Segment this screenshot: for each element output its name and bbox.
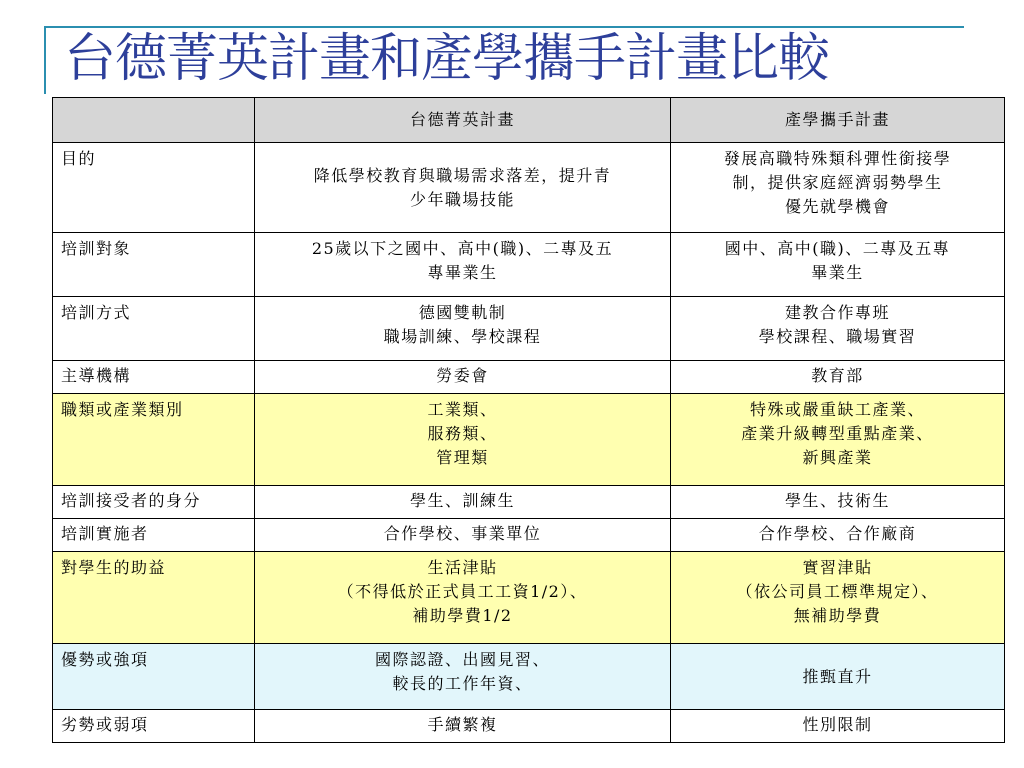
table-row xyxy=(53,486,1005,519)
row-label-strengths: 優勢或強項 xyxy=(53,644,255,710)
row-label-implementer: 培訓實施者 xyxy=(53,519,255,552)
table-row xyxy=(53,297,1005,361)
row-value-b: 推甄直升 xyxy=(671,644,1005,710)
row-label-purpose: 目的 xyxy=(53,143,255,233)
table-row xyxy=(53,519,1005,552)
header-cell-taiwan-germany: 台德菁英計畫 xyxy=(255,98,671,143)
row-value-b: 性別限制 xyxy=(671,710,1005,743)
table-header-row xyxy=(53,98,1005,143)
row-value-b: 建教合作專班 學校課程、職場實習 xyxy=(671,297,1005,361)
row-label-target: 培訓對象 xyxy=(53,233,255,297)
table-row xyxy=(53,233,1005,297)
row-value-a: 合作學校、事業單位 xyxy=(255,519,671,552)
row-value-b: 實習津貼 （依公司員工標準規定）、 無補助學費 xyxy=(671,552,1005,644)
page-title: 台德菁英計畫和產學攜手計畫比較 xyxy=(64,29,830,89)
row-value-a: 降低學校教育與職場需求落差，提升青 少年職場技能 xyxy=(255,143,671,233)
table-row xyxy=(53,644,1005,710)
row-value-b: 合作學校、合作廠商 xyxy=(671,519,1005,552)
table-row xyxy=(53,552,1005,644)
table-row xyxy=(53,143,1005,233)
row-value-b: 國中、高中(職)、二專及五專 畢業生 xyxy=(671,233,1005,297)
header-cell-industry-academia: 產學攜手計畫 xyxy=(671,98,1005,143)
row-value-a: 手續繁複 xyxy=(255,710,671,743)
table-row xyxy=(53,710,1005,743)
row-value-a: 學生、訓練生 xyxy=(255,486,671,519)
row-value-b: 學生、技術生 xyxy=(671,486,1005,519)
row-label-industry-category: 職類或產業類別 xyxy=(53,394,255,486)
comparison-table xyxy=(52,97,1005,743)
row-value-a: 工業類、 服務類、 管理類 xyxy=(255,394,671,486)
row-value-b: 教育部 xyxy=(671,361,1005,394)
header-cell-blank xyxy=(53,98,255,143)
row-label-weaknesses: 劣勢或弱項 xyxy=(53,710,255,743)
table-row xyxy=(53,394,1005,486)
row-label-lead-agency: 主導機構 xyxy=(53,361,255,394)
row-value-a: 國際認證、出國見習、 較長的工作年資、 xyxy=(255,644,671,710)
row-label-method: 培訓方式 xyxy=(53,297,255,361)
row-label-trainee-identity: 培訓接受者的身分 xyxy=(53,486,255,519)
row-label-student-benefit: 對學生的助益 xyxy=(53,552,255,644)
table-row xyxy=(53,361,1005,394)
row-value-a: 25歲以下之國中、高中(職)、二專及五 專畢業生 xyxy=(255,233,671,297)
row-value-b: 特殊或嚴重缺工產業、 產業升級轉型重點產業、 新興產業 xyxy=(671,394,1005,486)
row-value-a: 勞委會 xyxy=(255,361,671,394)
row-value-a: 生活津貼 （不得低於正式員工工資1/2）、 補助學費1/2 xyxy=(255,552,671,644)
row-value-b: 發展高職特殊類科彈性銜接學 制，提供家庭經濟弱勢學生 優先就學機會 xyxy=(671,143,1005,233)
row-value-a: 德國雙軌制 職場訓練、學校課程 xyxy=(255,297,671,361)
title-left-rule xyxy=(44,28,46,94)
